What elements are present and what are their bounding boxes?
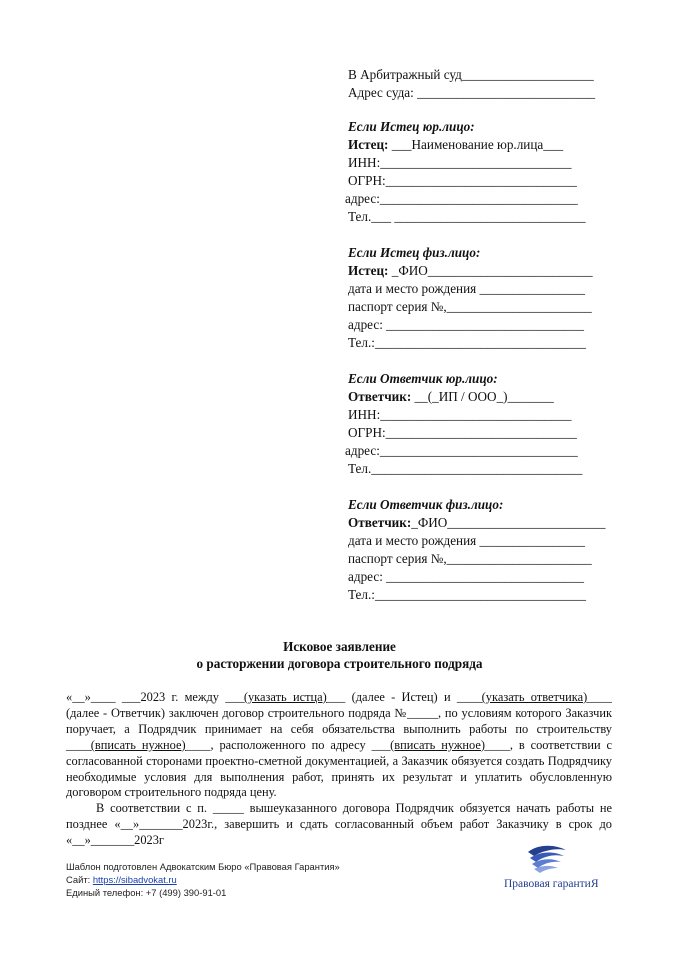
paragraph-contract	[66, 690, 612, 801]
body-text-fragment: ____, расположенного по адресу ___	[185, 737, 391, 752]
body-text-fragment: ____, в соответствии с согласованной сторонами проектно-сметной документацией, а Заказчик обязуется создать Подрядчику необходимые условия для выполнения работ, принять их результат и уплатить обусловленную договором строительного подряда цену.	[66, 737, 612, 800]
defendant-legal-header: Если Ответчик юр.лицо:	[348, 371, 498, 386]
plaintiff-legal-header: Если Истец юр.лицо:	[348, 119, 475, 134]
plaintiff-address-line: адрес:______________________________	[345, 191, 578, 206]
body-text-fragment: «__»____ ___2023 г. между ___	[66, 690, 244, 704]
body-text-fragment: ___ (далее - Истец) и ____	[326, 690, 482, 704]
plaintiff-person-line	[348, 263, 593, 279]
defendant-placeholder: (указать ответчика)	[481, 690, 588, 704]
footer-site-link[interactable]: https://sibadvokat.ru	[92, 874, 177, 885]
defendant-phone-line: Тел.________________________________	[348, 461, 583, 476]
footer-site-label: Сайт:	[66, 874, 93, 885]
defendant-fio-field: _ФИО________________________	[411, 515, 606, 530]
plaintiff-inn-line: ИНН:_____________________________	[348, 155, 572, 170]
defendant-passport-line: паспорт серия №,______________________	[348, 551, 592, 566]
defendant-label: Ответчик:	[348, 515, 412, 530]
paragraph-deadlines: В соответствии с п. _____ вышеуказанного договора Подрядчик обязуется начать работы не позднее «__»_______2023г., завершить и сдать согласованный объем работ Заказчику в срок до «__»_______2023г	[66, 801, 612, 848]
logo-text: Правовая гарантиЯ	[504, 878, 599, 890]
plaintiff-label: Истец:	[348, 263, 389, 278]
defendant-type-field: __(_ИП / ООО_)_______	[411, 389, 554, 404]
address-placeholder: (вписать нужное)	[390, 737, 486, 752]
plaintiff-passport-line: паспорт серия №,______________________	[348, 299, 592, 314]
footer-site	[66, 874, 177, 887]
plaintiff-label: Истец:	[348, 137, 389, 152]
plaintiff-placeholder: (указать истца)	[243, 690, 327, 704]
defendant-legal-line	[348, 389, 554, 405]
court-line: В Арбитражный суд____________________	[348, 67, 594, 82]
footer-phone: Единый телефон: +7 (499) 390-91-01	[66, 887, 227, 898]
plaintiff-phone-line: Тел.___ _____________________________	[348, 209, 586, 224]
defendant-label: Ответчик:	[348, 389, 412, 404]
plaintiff-fio-field: _ФИО_________________________	[388, 263, 593, 278]
footer-credit: Шаблон подготовлен Адвокатским Бюро «Правовая Гарантия»	[66, 861, 340, 872]
plaintiff-legal-line	[348, 137, 563, 153]
defendant-birth-line: дата и место рождения ________________	[348, 533, 586, 548]
plaintiff-ogrn-line: ОГРН:_____________________________	[348, 173, 577, 188]
plaintiff-person-address-line: адрес: ______________________________	[348, 317, 584, 332]
body-text-fragment: ____ (далее - Ответчик) заключен договор строительного подряда №_____, по условиям которого Заказчик поручает, а Подрядчик принимает на себя обязательства выполнить работы по строительству ____	[66, 690, 612, 752]
document-title: Исковое заявление	[283, 639, 396, 654]
defendant-person-header: Если Ответчик физ.лицо:	[348, 497, 504, 512]
plaintiff-person-phone-line: Тел.:________________________________	[348, 335, 586, 350]
document-subtitle: о расторжении договора строительного подряда	[196, 656, 483, 671]
plaintiff-birth-line: дата и место рождения ________________	[348, 281, 586, 296]
defendant-person-address-line: адрес: ______________________________	[348, 569, 584, 584]
defendant-person-line	[348, 515, 606, 531]
document-body	[66, 690, 612, 849]
plaintiff-person-header: Если Истец физ.лицо:	[348, 245, 481, 260]
defendant-person-phone-line: Тел.:________________________________	[348, 587, 586, 602]
defendant-ogrn-line: ОГРН:_____________________________	[348, 425, 577, 440]
object-placeholder: (вписать нужное)	[90, 737, 186, 752]
defendant-inn-line: ИНН:_____________________________	[348, 407, 572, 422]
plaintiff-name-field: ___Наименование юр.лица___	[388, 137, 564, 152]
defendant-address-line: адрес:______________________________	[345, 443, 578, 458]
court-address-line: Адрес суда: ___________________________	[348, 85, 596, 100]
